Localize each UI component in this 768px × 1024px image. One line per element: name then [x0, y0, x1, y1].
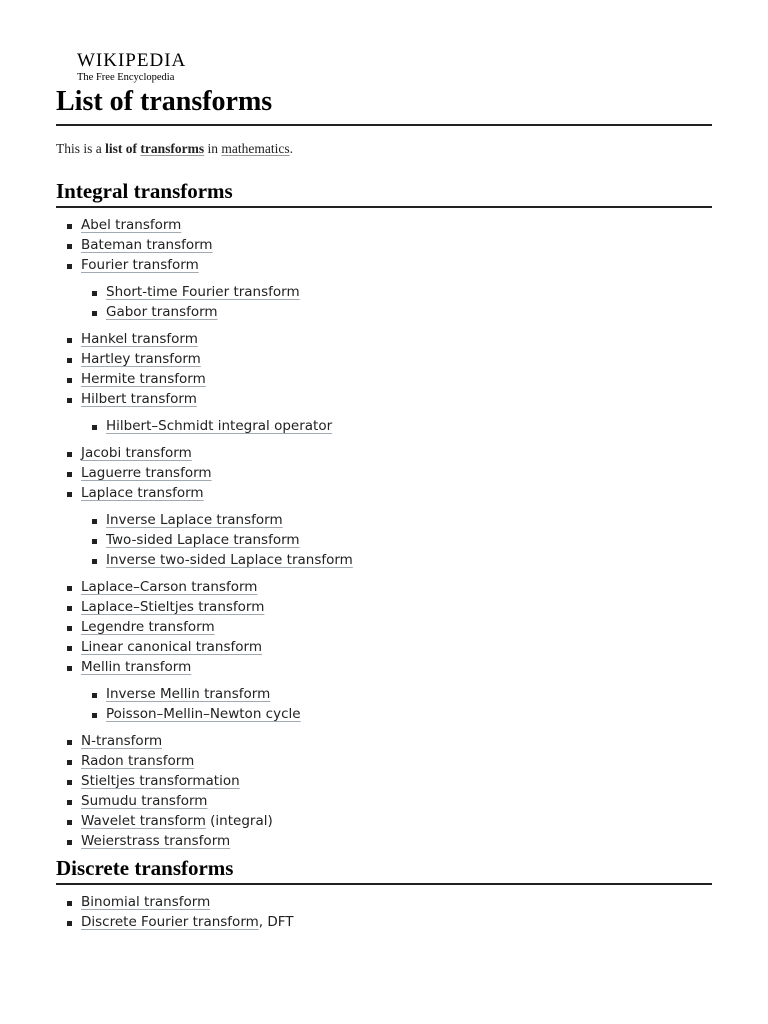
transform-link[interactable]: Stieltjes transformation: [81, 773, 240, 789]
list-item: [81, 329, 353, 349]
transform-link[interactable]: Inverse two-sided Laplace transform: [106, 552, 353, 568]
list-item: [81, 349, 353, 369]
transform-link[interactable]: Hankel transform: [81, 331, 198, 347]
transform-link[interactable]: Abel transform: [81, 217, 182, 233]
intro-middle: in: [204, 141, 222, 156]
transform-link[interactable]: Hilbert transform: [81, 391, 197, 407]
logo-wordmark: WIKIPEDIA: [77, 50, 187, 71]
transform-link[interactable]: Binomial transform: [81, 894, 211, 910]
integral-transforms-list: [81, 215, 353, 851]
list-item: [81, 235, 353, 255]
intro-paragraph: [56, 140, 293, 158]
transform-link[interactable]: Poisson–Mellin–Newton cycle: [106, 706, 301, 722]
list-item: [81, 791, 353, 811]
transform-link[interactable]: Wavelet transform: [81, 813, 206, 829]
page-title: List of transforms: [56, 84, 712, 126]
sub-list-item: [106, 704, 353, 724]
list-item: [81, 771, 353, 791]
transform-link[interactable]: Short-time Fourier transform: [106, 284, 300, 300]
transform-link[interactable]: Hilbert–Schmidt integral operator: [106, 418, 333, 434]
list-item: [81, 597, 353, 617]
sub-list-item: [106, 530, 353, 550]
transform-link[interactable]: Two-sided Laplace transform: [106, 532, 300, 548]
list-item: [81, 389, 353, 409]
transform-link[interactable]: N-transform: [81, 733, 163, 749]
list-item: [81, 912, 294, 932]
transform-link[interactable]: Radon transform: [81, 753, 195, 769]
transform-link[interactable]: Laguerre transform: [81, 465, 212, 481]
transform-link[interactable]: Inverse Laplace transform: [106, 512, 283, 528]
sub-list-item: [106, 684, 353, 704]
list-item: [81, 751, 353, 771]
transform-link[interactable]: Legendre transform: [81, 619, 215, 635]
transform-link[interactable]: Gabor transform: [106, 304, 218, 320]
list-item: [81, 892, 294, 912]
list-item: [81, 369, 353, 389]
item-suffix: (integral): [205, 813, 273, 829]
intro-suffix: .: [289, 141, 293, 156]
item-suffix: , DFT: [258, 914, 294, 930]
wikipedia-logo[interactable]: [77, 51, 207, 84]
transform-link[interactable]: Inverse Mellin transform: [106, 686, 271, 702]
transform-link[interactable]: Weierstrass transform: [81, 833, 231, 849]
transform-link[interactable]: Mellin transform: [81, 659, 192, 675]
list-item: [81, 463, 353, 483]
transform-link[interactable]: Hermite transform: [81, 371, 206, 387]
transform-link[interactable]: Sumudu transform: [81, 793, 208, 809]
logo-tagline: The Free Encyclopedia: [77, 72, 175, 83]
transform-link[interactable]: Discrete Fourier transform: [81, 914, 259, 930]
sub-list-item: [106, 282, 353, 302]
transforms-link[interactable]: transforms: [140, 141, 205, 156]
list-item: [81, 255, 353, 275]
discrete-transforms-list: [81, 892, 294, 932]
mathematics-link[interactable]: mathematics: [221, 141, 290, 156]
section-heading-discrete-transforms: Discrete transforms: [56, 855, 712, 885]
sub-list-item: [106, 302, 353, 322]
intro-prefix: This is a: [56, 141, 106, 156]
transform-link[interactable]: Fourier transform: [81, 257, 199, 273]
list-item: [81, 831, 353, 851]
list-item: [81, 637, 353, 657]
transform-link[interactable]: Bateman transform: [81, 237, 213, 253]
list-item: [81, 215, 353, 235]
list-item: [81, 443, 353, 463]
transform-link[interactable]: Laplace–Carson transform: [81, 579, 258, 595]
intro-bold-text: list of: [105, 141, 141, 156]
list-item: [81, 577, 353, 597]
list-item: [81, 657, 353, 677]
section-heading-integral-transforms: Integral transforms: [56, 178, 712, 208]
transform-link[interactable]: Laplace–Stieltjes transform: [81, 599, 265, 615]
sub-list-item: [106, 416, 353, 436]
transform-link[interactable]: Linear canonical transform: [81, 639, 262, 655]
transform-link[interactable]: Hartley transform: [81, 351, 201, 367]
list-item: [81, 617, 353, 637]
sub-list-item: [106, 510, 353, 530]
list-item: [81, 731, 353, 751]
transform-link[interactable]: Laplace transform: [81, 485, 204, 501]
sub-list-item: [106, 550, 353, 570]
transform-link[interactable]: Jacobi transform: [81, 445, 192, 461]
list-item: [81, 811, 353, 831]
list-item: [81, 483, 353, 503]
